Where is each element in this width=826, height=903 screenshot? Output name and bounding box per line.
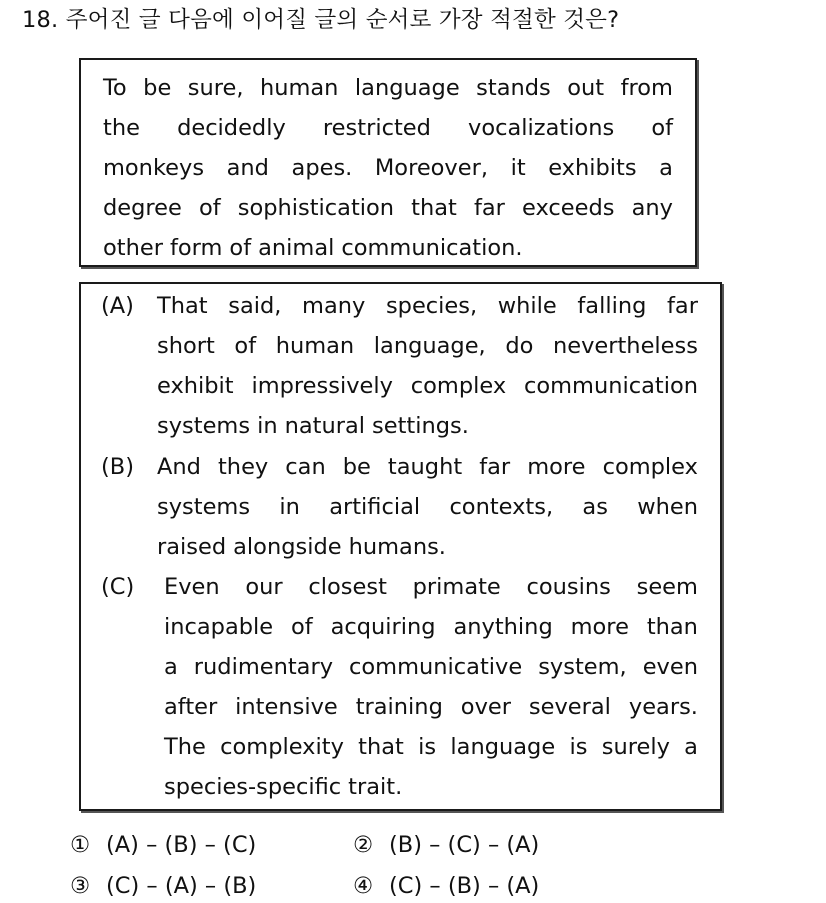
answer-choice-3[interactable] — [70, 870, 256, 902]
question-text: 18. 주어진 글 다음에 이어질 글의 순서로 가장 적절한 것은? — [22, 7, 620, 33]
choice-number: ④ — [353, 873, 374, 899]
paragraph-b-label: (B) — [101, 454, 134, 480]
answer-choice-1[interactable] — [70, 829, 256, 861]
choice-number: ③ — [70, 873, 91, 899]
answer-choice-4[interactable] — [353, 870, 539, 902]
text-line: That said, many species, while falling far — [157, 293, 698, 319]
text-line: systems in artificial contexts, as when — [157, 494, 698, 520]
paragraphs-box — [79, 282, 722, 811]
text-line: a rudimentary communicative system, even — [164, 654, 698, 680]
choice-text: (A) – (B) – (C) — [106, 832, 257, 858]
text-line: short of human language, do nevertheless — [157, 333, 698, 359]
text-line: systems in natural settings. — [157, 413, 469, 439]
choice-number: ② — [353, 832, 374, 858]
choice-number: ① — [70, 832, 91, 858]
paragraph-c-text — [164, 567, 698, 807]
choice-text: (C) – (A) – (B) — [106, 873, 257, 899]
answer-choice-2[interactable] — [353, 829, 539, 861]
text-line: other form of animal communication. — [103, 235, 523, 261]
choice-text: (B) – (C) – (A) — [389, 832, 540, 858]
paragraph-a-text — [157, 286, 698, 446]
text-line: exhibit impressively complex communication — [157, 373, 698, 399]
text-line: incapable of acquiring anything more than — [164, 614, 698, 640]
given-passage-box — [79, 58, 697, 267]
text-line: species-specific trait. — [164, 774, 403, 800]
paragraph-c-label: (C) — [101, 574, 135, 600]
text-line: The complexity that is language is surely a — [164, 734, 698, 760]
text-line: degree of sophistication that far exceeds any — [103, 195, 673, 221]
paragraph-b-text — [157, 447, 698, 567]
text-line: raised alongside humans. — [157, 534, 446, 560]
text-line: And they can be taught far more complex — [157, 454, 698, 480]
paragraph-a-label: (A) — [101, 293, 134, 319]
text-line: after intensive training over several years. — [164, 694, 698, 720]
choice-text: (C) – (B) – (A) — [389, 873, 540, 899]
text-line: the decidedly restricted vocalizations of — [103, 115, 673, 141]
text-line: To be sure, human language stands out from — [103, 75, 673, 101]
text-line: monkeys and apes. Moreover, it exhibits a — [103, 155, 673, 181]
given-passage-text — [103, 68, 673, 268]
text-line: Even our closest primate cousins seem — [164, 574, 698, 600]
